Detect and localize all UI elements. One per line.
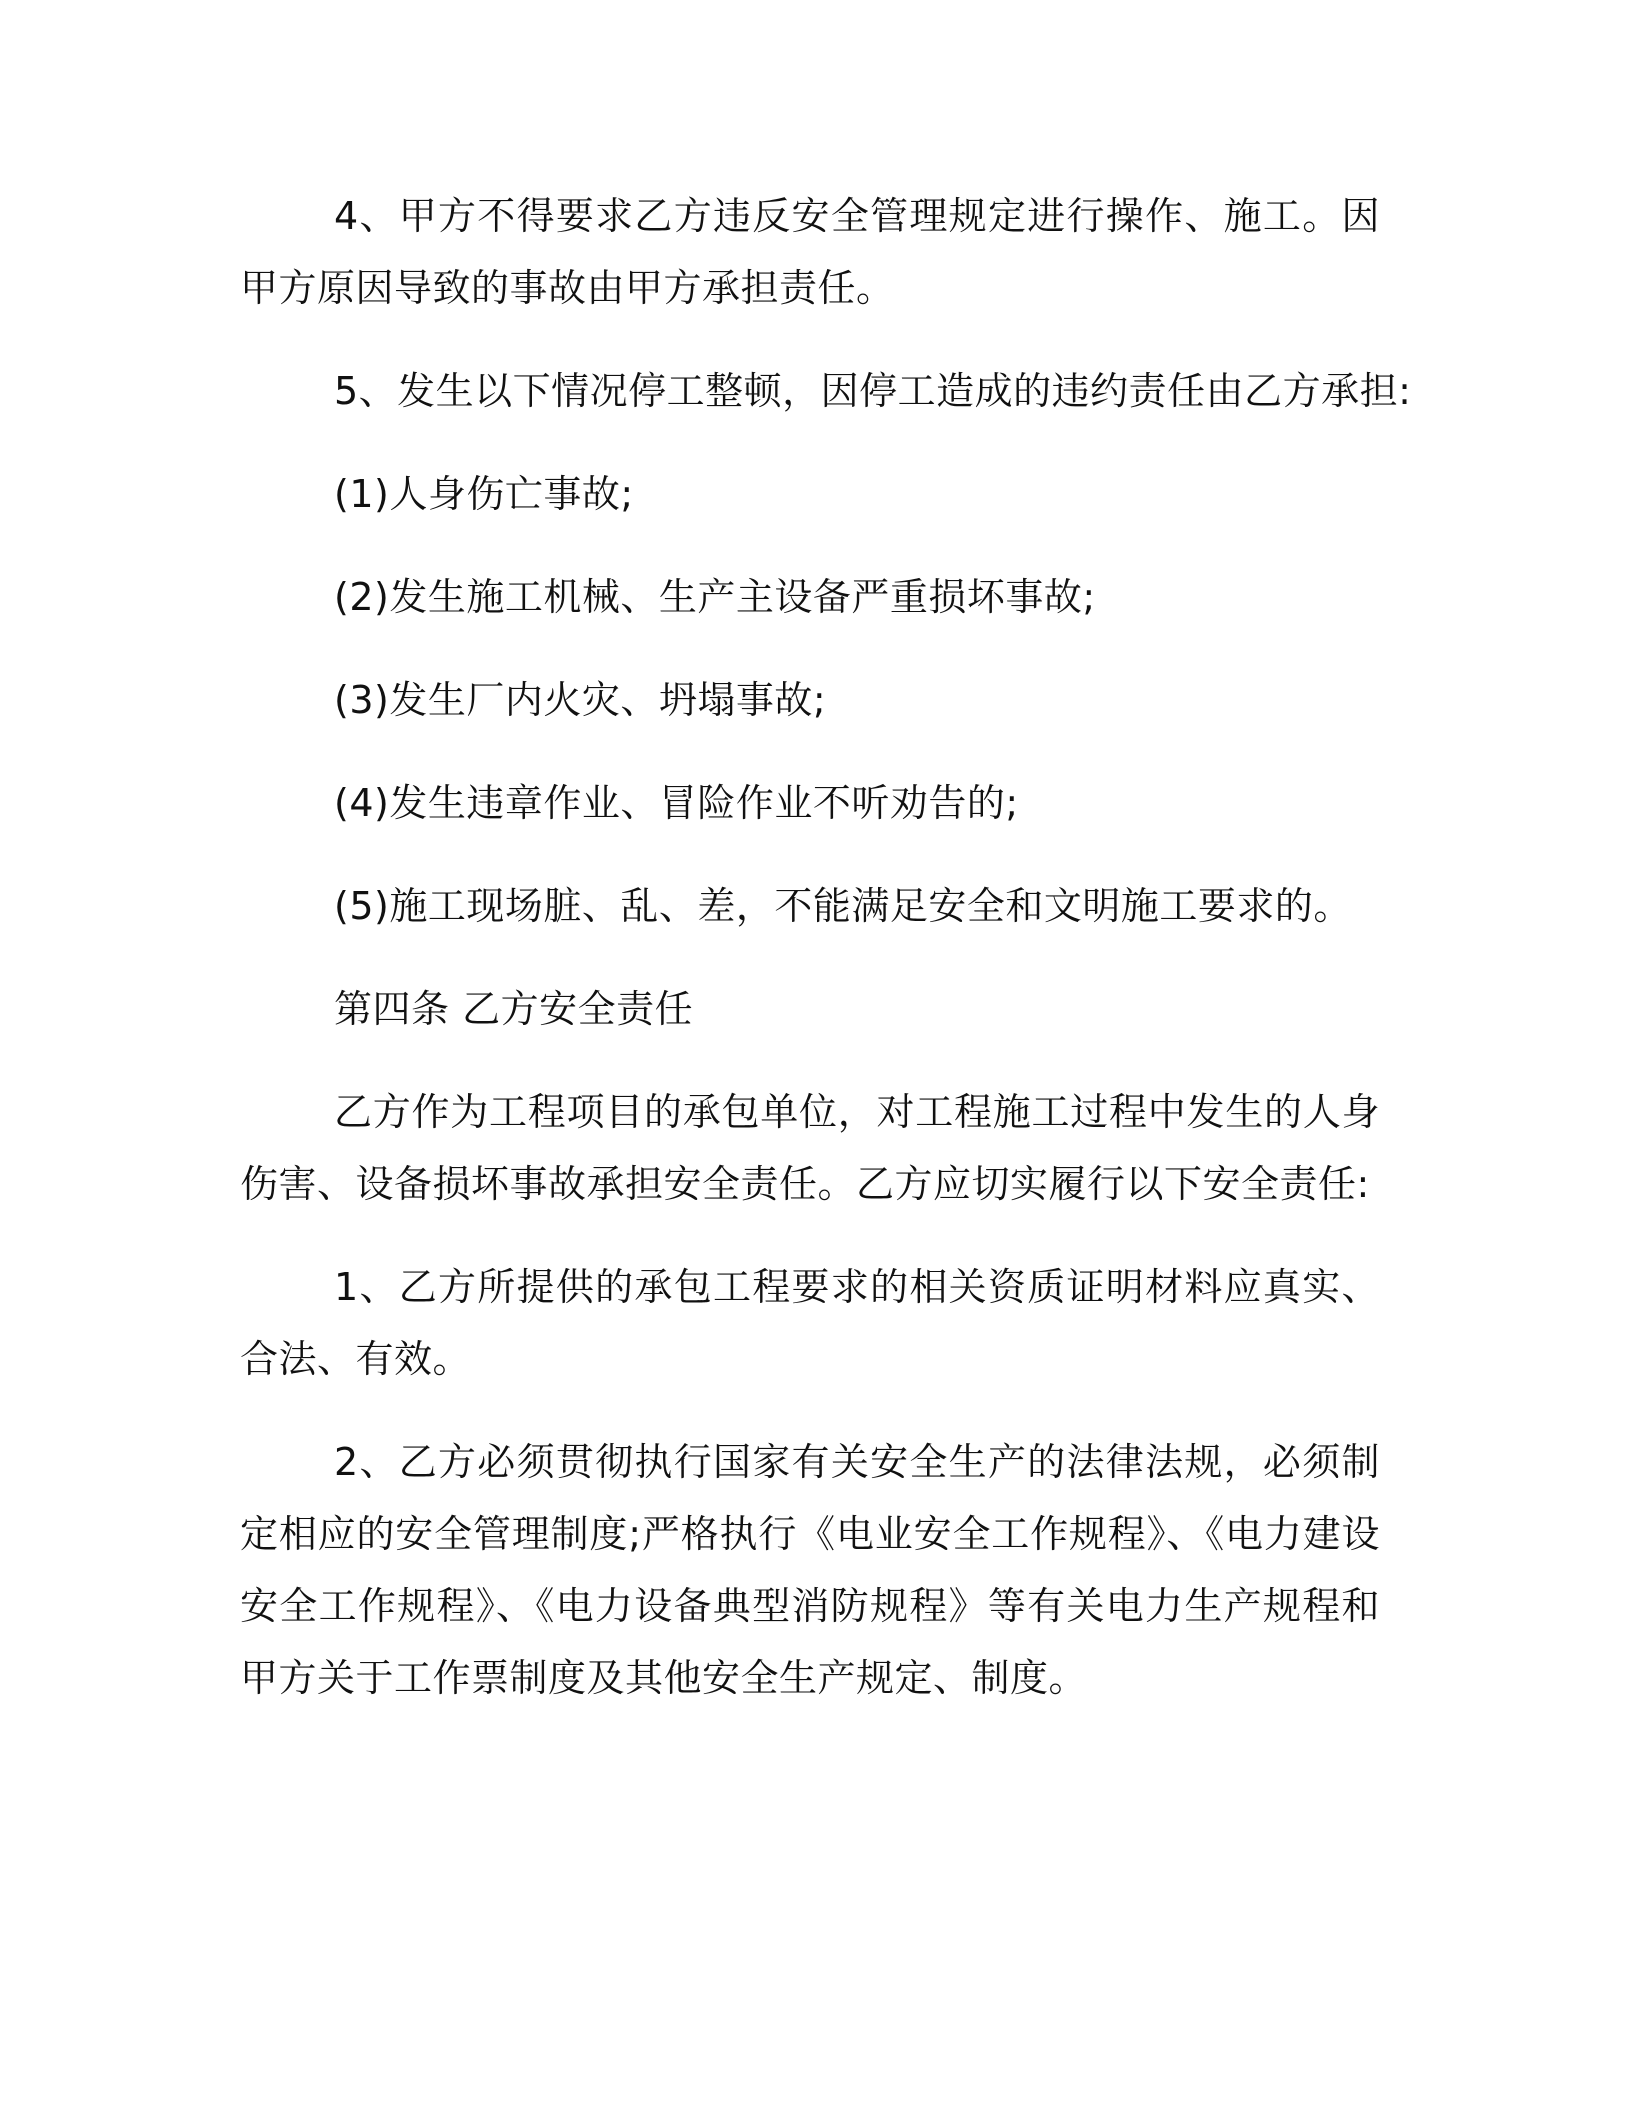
list-item-2: (2)发生施工机械、生产主设备严重损坏事故; [334, 575, 1096, 619]
paragraph-clause-5: 5、发生以下情况停工整顿，因停工造成的违约责任由乙方承担: [334, 369, 1412, 413]
document-body [240, 180, 1412, 1745]
list-item-1: (1)人身伤亡事故; [334, 472, 634, 516]
list-item-4: (4)发生违章作业、冒险作业不听劝告的; [334, 781, 1019, 825]
list-item-5: (5)施工现场脏、乱、差，不能满足安全和文明施工要求的。 [334, 884, 1352, 928]
paragraph-clause-4: 4、甲方不得要求乙方违反安全管理规定进行操作、施工。因甲方原因导致的事故由甲方承担责任。 [240, 194, 1380, 310]
paragraph-duty-1: 1、乙方所提供的承包工程要求的相关资质证明材料应真实、合法、有效。 [240, 1265, 1380, 1381]
section-heading: 第四条 乙方安全责任 [334, 987, 694, 1031]
list-item-3: (3)发生厂内火灾、坍塌事故; [334, 678, 827, 722]
paragraph-section-intro: 乙方作为工程项目的承包单位，对工程施工过程中发生的人身伤害、设备损坏事故承担安全责任。乙方应切实履行以下安全责任: [240, 1090, 1380, 1206]
paragraph-duty-2: 2、乙方必须贯彻执行国家有关安全生产的法律法规，必须制定相应的安全管理制度;严格执行《电业安全工作规程》、《电力建设安全工作规程》、《电力设备典型消防规程》等有关电力生产规程和甲方关于工作票制度及其他安全生产规定、制度。 [240, 1440, 1380, 1700]
